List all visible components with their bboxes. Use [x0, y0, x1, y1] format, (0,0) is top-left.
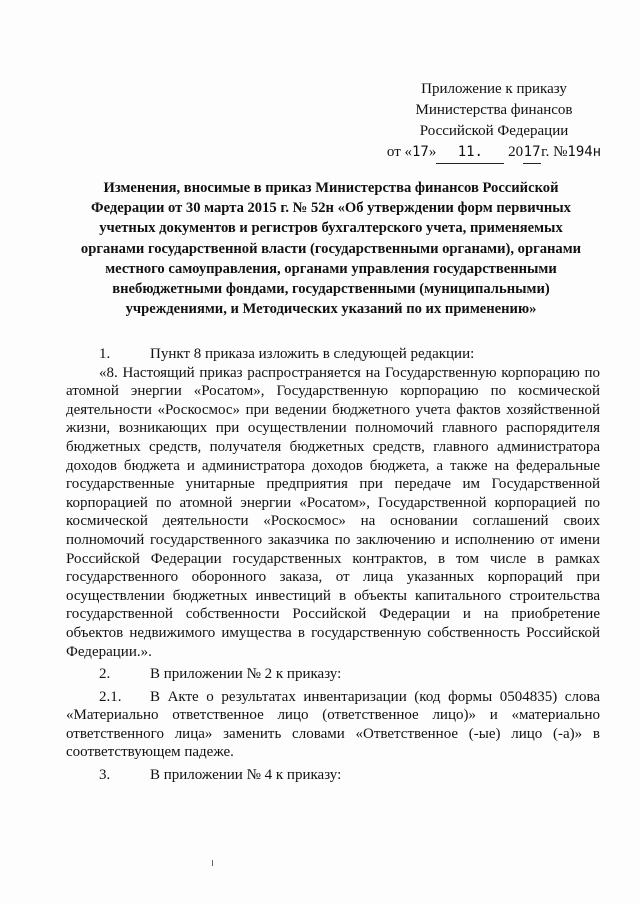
paragraph-line: «8. Настоящий приказ распространяется на Государственную корпорацию по — [99, 364, 600, 381]
document-body — [66, 345, 600, 785]
appendix-line-3: Российской Федерации — [419, 123, 569, 139]
item-text: В приложении № 4 к приказу: — [150, 767, 342, 784]
paragraph-line: космической деятельности «Роскосмос» на основании соглашений своих — [66, 513, 600, 530]
item-number: 2. — [99, 666, 111, 683]
item-text: В Акте о результатах инвентаризации (код формы 0504835) слова — [150, 688, 600, 705]
paragraph-line: атомной энергии «Росатом», Государственную корпорацию по космической — [66, 383, 600, 400]
title-line: учреждениями, и Методических указаний по их применению» — [125, 301, 537, 318]
item-number: 2.1. — [99, 688, 122, 705]
paragraph-line: соответствующем падеже. — [66, 744, 234, 761]
title-line: внебюджетными фондами, государственными (муниципальными) — [112, 281, 550, 298]
paragraph-8 — [66, 364, 600, 662]
year-handwritten: 17 — [523, 144, 541, 160]
title-line: Изменения, вносимые в приказ Министерства финансов Российской — [103, 180, 559, 196]
date-month-handwritten: 11. — [457, 144, 483, 160]
appendix-line-1: Приложение к приказу — [421, 81, 567, 97]
paragraph-line: государственного оборонного заказа, от лица указанных корпораций при — [66, 569, 600, 586]
paragraph-line: Федерации.». — [66, 643, 152, 660]
paragraph-line: осуществлении бюджетных инвестиций в объекты капитального строительства — [66, 587, 600, 604]
paragraph-line: государственной собственности Российской Федерации и на приобретение — [66, 606, 600, 623]
paragraph-line: деятельности «Роскосмос» при ведении бюджетного учета фактов хозяйственной — [66, 401, 600, 418]
item-2 — [66, 665, 600, 684]
paragraph-line: «Материально ответственное лицо (ответственное лицо)» и «материально — [66, 707, 600, 724]
document-title — [66, 178, 596, 319]
item-3 — [66, 766, 600, 785]
item-number: 1. — [99, 346, 111, 362]
title-line: органами государственной власти (государственными органами), органами — [80, 240, 582, 257]
paragraph-line: ответственного лица» заменить словами «Ответственное (-ые) лицо (-а)» в — [66, 725, 600, 742]
date-mid: » — [428, 144, 437, 160]
title-line: местного самоуправления, органами управления государственными — [105, 260, 557, 277]
item-number: 3. — [99, 767, 111, 784]
paragraph-line: полномочий государственного заказчика по заключению и исполнению от имени — [66, 531, 600, 548]
title-line: Федерации от 30 марта 2015 г. № 52н «Об утверждении форм первичных — [91, 200, 571, 217]
number-prefix: г. № — [541, 144, 568, 160]
appendix-date-line — [374, 142, 614, 164]
scan-mark — [212, 860, 213, 866]
date-month-blank — [436, 142, 504, 164]
appendix-header — [374, 79, 614, 164]
paragraph-line: государственные унитарные предприятия при передаче им Государственной — [66, 476, 600, 493]
number-handwritten: 194н — [567, 144, 602, 160]
paragraph-line — [66, 688, 600, 707]
paragraph-line: объектов недвижимого имущества в государственную собственность Российской — [66, 624, 600, 641]
year-blank — [523, 142, 541, 164]
paragraph-line: Российской Федерации государственных контрактов, в том числе в рамках — [66, 550, 600, 567]
item-text: Пункт 8 приказа изложить в следующей редакции: — [150, 346, 475, 362]
date-prefix: от « — [386, 144, 412, 160]
item-1 — [66, 345, 600, 364]
year-prefix: 20 — [508, 144, 524, 160]
item-2-1 — [66, 688, 600, 762]
paragraph-line: доходов бюджета и администратора доходов бюджета, а также на федеральные — [66, 457, 600, 474]
title-line: учетных документов и регистров бухгалтерского учета, применяемых — [99, 220, 563, 237]
item-text: В приложении № 2 к приказу: — [150, 666, 342, 683]
paragraph-line: бюджетных средств, получателя бюджетных средств, главного администратора — [66, 438, 600, 455]
paragraph-line: жизни, возникающих при осуществлении полномочий главного распорядителя — [66, 420, 600, 437]
appendix-line-2: Министерства финансов — [415, 102, 573, 118]
paragraph-line: корпорацией по атомной энергии «Росатом», Государственной корпорацией по — [66, 494, 600, 511]
date-day-handwritten: 17 — [412, 144, 429, 160]
